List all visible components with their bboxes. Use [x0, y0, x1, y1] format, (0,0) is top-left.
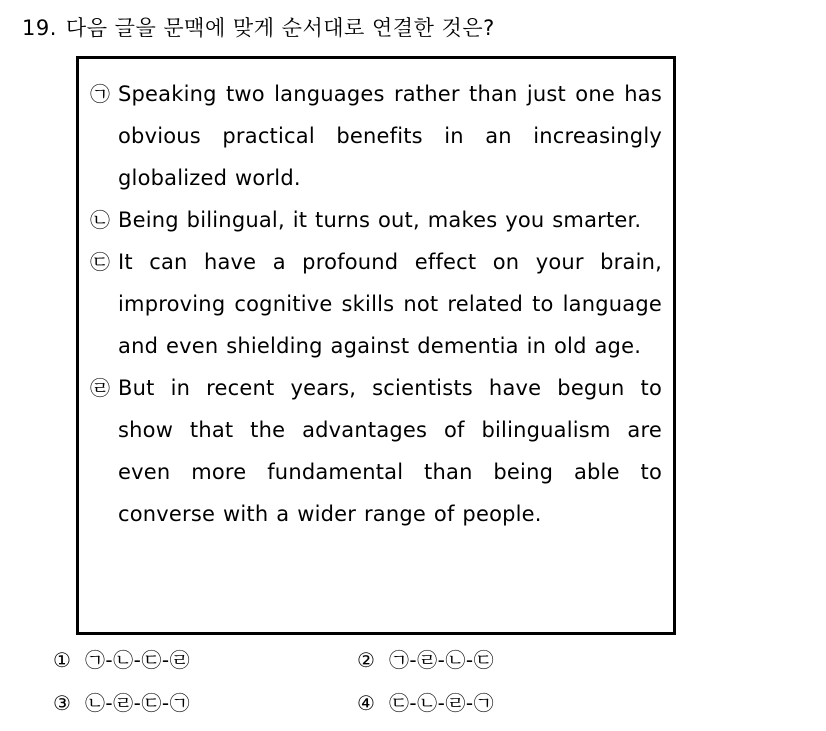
choice-sequence: ㉢-㉡-㉣-㉠ [388, 691, 495, 715]
choice-number: ① [53, 648, 71, 672]
passage-item-text: Being bilingual, it turns out, makes you smarter. [118, 208, 642, 232]
passage-item-text: But in recent years, scientists have begun to show that the advantages of bilingualism are even more fundamental than being able to converse with a wider range of people. [118, 376, 662, 526]
passage-item [90, 73, 662, 199]
passage-item [90, 367, 662, 535]
passage-item-marker: ㉡ [90, 208, 110, 232]
choice-option-4[interactable] [357, 688, 494, 718]
passage-item-text: It can have a profound effect on your brain, improving cognitive skills not related to language and even shielding against dementia in old age. [118, 250, 662, 358]
passage-item-marker: ㉢ [90, 250, 110, 274]
passage-item-marker: ㉣ [90, 376, 110, 400]
choice-number: ④ [357, 691, 375, 715]
passage-item-text: Speaking two languages rather than just one has obvious practical benefits in an increasingly globalized world. [118, 82, 662, 190]
question-prompt: 다음 글을 문맥에 맞게 순서대로 연결한 것은? [65, 16, 495, 40]
answer-choices [0, 645, 826, 731]
question-number: 19. [22, 16, 57, 40]
choice-row [0, 688, 826, 731]
passage-box [76, 56, 676, 635]
choice-number: ② [357, 648, 375, 672]
passage-item [90, 199, 662, 241]
choice-option-2[interactable] [357, 645, 494, 675]
choice-sequence: ㉠-㉣-㉡-㉢ [388, 648, 495, 672]
choice-option-1[interactable] [53, 645, 190, 675]
passage-item-marker: ㉠ [90, 82, 110, 106]
passage-item [90, 241, 662, 367]
choice-sequence: ㉡-㉣-㉢-㉠ [84, 691, 191, 715]
choice-row [0, 645, 826, 688]
question-header [22, 14, 495, 42]
choice-number: ③ [53, 691, 71, 715]
choice-option-3[interactable] [53, 688, 190, 718]
choice-sequence: ㉠-㉡-㉢-㉣ [84, 648, 191, 672]
